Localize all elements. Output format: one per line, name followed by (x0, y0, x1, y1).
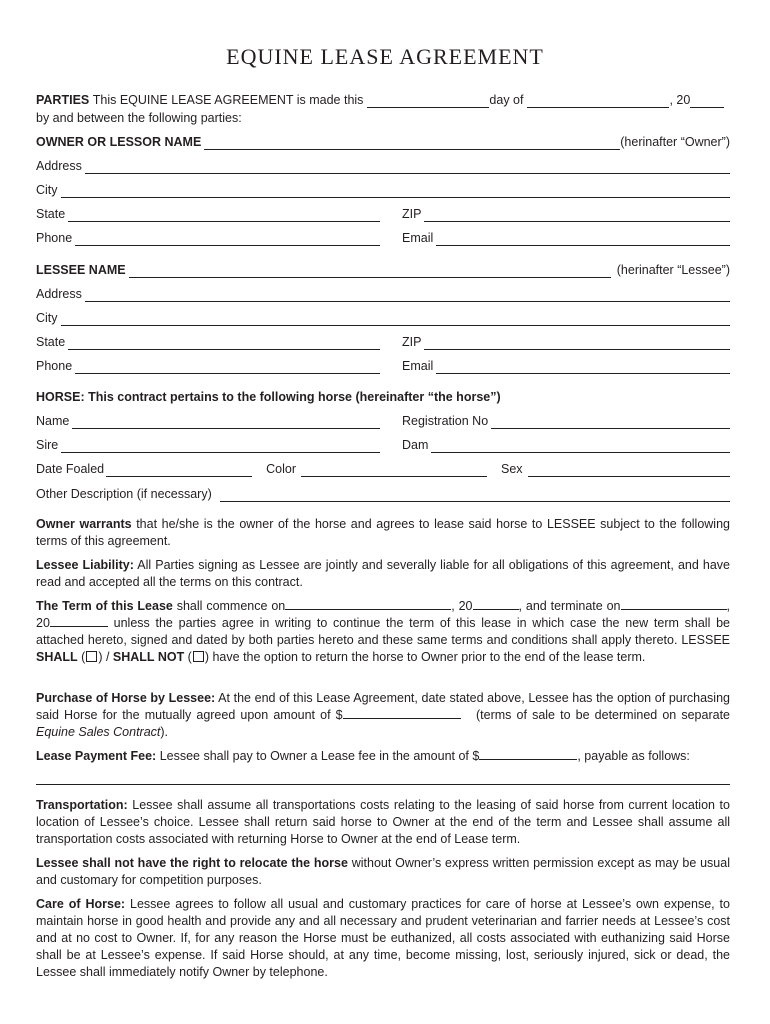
shall-not-label: SHALL NOT (112, 650, 185, 664)
lessee-email-label: Email (402, 359, 434, 373)
lessee-address-row (36, 286, 730, 302)
lease-fee-clause (36, 748, 730, 765)
owner-hereinafter: (herinafter “Owner”) (620, 135, 730, 149)
horse-sire-field[interactable] (61, 441, 380, 453)
lessee-name-label: LESSEE NAME (36, 263, 126, 277)
lease-term-text-3: , and terminate (518, 599, 603, 613)
horse-name-reg-row (36, 413, 730, 429)
lessee-hereinafter: (herinafter “Lessee”) (616, 263, 730, 277)
lessee-phone-email-row (36, 358, 730, 374)
horse-registration-label: Registration No (402, 414, 489, 428)
lessee-city-field[interactable] (61, 314, 730, 326)
owner-warrants-text: that he/she is the owner of the horse and agrees to lease said horse to LESSEE subject to the following terms of this agreement. (36, 517, 730, 548)
shall-checkbox[interactable] (86, 651, 97, 662)
purchase-text-2: (terms of sale to be determined on separate (476, 708, 731, 722)
purchase-text-3: ). (160, 725, 169, 739)
parties-text-4: by and between the following parties: (36, 111, 242, 125)
transportation-text: Lessee shall assume all transportations costs relating to the leasing of said horse from current location to location of Lessee’s choice. Lessee shall return said horse to Owner at the end of the term and Lessee shall assume all transportation costs associated with returning Horse to Owner at the end of Lease term. (36, 798, 730, 846)
owner-city-label: City (36, 183, 58, 197)
horse-color-field[interactable] (301, 465, 487, 477)
lessee-phone-label: Phone (36, 359, 73, 373)
purchase-text-1: At the end of this Lease Agreement, date stated above, Lessee has the option of purchasing said Horse for the mutually agreed upon amount of $ (36, 691, 730, 722)
owner-zip-field[interactable] (424, 210, 730, 222)
shall-label: SHALL (36, 650, 78, 664)
lessee-liability-clause (36, 557, 730, 591)
horse-sire-label: Sire (36, 438, 59, 452)
lease-term-text-2: , 20 (451, 599, 473, 613)
horse-other-row (36, 486, 730, 502)
parties-text-3: , 20 (669, 93, 691, 107)
owner-address-field[interactable] (85, 162, 730, 174)
relocate-label: Lessee shall not have the right to relocate the horse (36, 856, 348, 870)
lessee-state-field[interactable] (68, 338, 380, 350)
care-of-horse-clause (36, 896, 730, 981)
relocate-clause (36, 855, 730, 889)
lease-end-year-field[interactable] (50, 615, 108, 627)
parties-text-2: day of (489, 93, 524, 107)
parties-year-field[interactable] (690, 96, 724, 108)
owner-city-row (36, 182, 730, 198)
lessee-name-field[interactable] (129, 266, 611, 278)
lease-fee-label: Lease Payment Fee: (36, 749, 157, 763)
owner-name-field[interactable] (204, 138, 620, 150)
owner-state-zip-row (36, 206, 730, 222)
lease-term-text-1: shall commence on (176, 599, 286, 613)
owner-name-label: OWNER OR LESSOR NAME (36, 135, 202, 149)
parties-day-field[interactable] (367, 96, 489, 108)
lessee-liability-label: Lessee Liability: (36, 558, 134, 572)
owner-name-row (36, 134, 730, 150)
lease-term-text-4: on (606, 599, 621, 613)
payment-terms-field[interactable] (36, 784, 730, 785)
parties-text-1: This EQUINE LEASE AGREEMENT is made this (92, 93, 364, 107)
horse-sex-label: Sex (500, 462, 523, 476)
care-of-horse-label: Care of Horse: (36, 897, 126, 911)
owner-state-field[interactable] (68, 210, 380, 222)
owner-email-field[interactable] (436, 234, 730, 246)
horse-dam-field[interactable] (431, 441, 730, 453)
lessee-email-field[interactable] (436, 362, 730, 374)
transportation-clause (36, 797, 730, 848)
horse-other-field[interactable] (220, 490, 730, 502)
lease-start-date-field[interactable] (285, 598, 451, 610)
transportation-label: Transportation: (36, 798, 128, 812)
lease-term-text-5: , 20 (36, 599, 730, 630)
horse-foaled-color-sex-row (36, 461, 730, 477)
lease-fee-text-1: Lessee shall pay to Owner a Lease fee in the amount of $ (159, 749, 480, 763)
owner-city-field[interactable] (61, 186, 730, 198)
horse-dam-label: Dam (402, 438, 429, 452)
lessee-address-field[interactable] (85, 290, 730, 302)
lessee-zip-label: ZIP (402, 335, 422, 349)
horse-sire-dam-row (36, 437, 730, 453)
horse-registration-field[interactable] (491, 417, 730, 429)
owner-address-label: Address (36, 159, 82, 173)
horse-heading: HORSE: This contract pertains to the following horse (hereinafter “the horse”) (36, 390, 501, 404)
lease-term-label: The Term of this Lease (36, 599, 173, 613)
purchase-label: Purchase of Horse by Lessee: (36, 691, 216, 705)
purchase-amount-field[interactable] (343, 707, 461, 719)
horse-name-field[interactable] (72, 417, 380, 429)
owner-warrants-clause (36, 516, 730, 550)
owner-warrants-label: Owner warrants (36, 517, 132, 531)
owner-phone-field[interactable] (75, 234, 380, 246)
lessee-state-zip-row (36, 334, 730, 350)
owner-address-row (36, 158, 730, 174)
lessee-address-label: Address (36, 287, 82, 301)
lessee-city-label: City (36, 311, 58, 325)
shall-not-checkbox[interactable] (193, 651, 204, 662)
lessee-state-label: State (36, 335, 66, 349)
sales-contract-text: Equine Sales Contract (36, 725, 161, 739)
horse-color-label: Color (266, 462, 296, 476)
owner-zip-label: ZIP (402, 207, 422, 221)
parties-row-2 (36, 110, 730, 126)
owner-email-label: Email (402, 231, 434, 245)
relocate-text: without Owner’s express written permission except as may be usual and customary for competition purposes. (36, 856, 730, 887)
horse-sex-field[interactable] (528, 465, 730, 477)
owner-state-label: State (36, 207, 66, 221)
lessee-liability-text: All Parties signing as Lessee are jointly and severally liable for all obligations of this agreement, and have read and accepted all the terms on this contract. (36, 558, 730, 589)
lease-fee-text-2: , payable as follows: (577, 749, 690, 763)
lessee-name-row (36, 262, 730, 278)
lease-fee-amount-field[interactable] (479, 748, 577, 760)
lessee-city-row (36, 310, 730, 326)
horse-date-foaled-field[interactable] (106, 465, 252, 477)
lease-term-text-6: unless the parties agree in writing to continue the term of this lease in which case the new term shall be attached hereto, signed and dated by both parties hereto and these same terms and conditions shall apply thereto. LESSEE (36, 616, 730, 647)
owner-phone-email-row (36, 230, 730, 246)
lease-term-clause: The Term of this Lease shall commence on , 20 , and terminate on , 20 unless the parties agree in writing to continue the term of this lease in which case the new term shall be attached hereto, signed and dated by both parties hereto and these same terms and conditions shall apply thereto. LESSEE SHALL ( ) / SHALL NOT ( ) have the option to return the horse to Owner prior to the end of the lease term. (36, 599, 730, 664)
owner-phone-label: Phone (36, 231, 73, 245)
horse-name-label: Name (36, 414, 70, 428)
lease-start-year-field[interactable] (473, 598, 519, 610)
lease-end-date-field[interactable] (621, 598, 727, 610)
parties-row (36, 92, 730, 108)
lessee-zip-field[interactable] (424, 338, 730, 350)
lessee-phone-field[interactable] (75, 362, 380, 374)
purchase-clause (36, 690, 730, 741)
document-title: EQUINE LEASE AGREEMENT (226, 44, 544, 69)
parties-label: PARTIES (36, 93, 90, 107)
horse-other-label: Other Description (if necessary) (36, 487, 212, 501)
parties-month-field[interactable] (527, 96, 669, 108)
horse-date-foaled-label: Date Foaled (36, 462, 105, 476)
care-of-horse-text: Lessee agrees to follow all usual and customary practices for care of horse at Lessee’s own expense, to maintain horse in good health and provide any and all necessary and prudent veterinarian and farrier needs at Lessee’s cost and at no cost to Owner. If, for any reason the Horse must be euthanized, all costs associated with euthanizing said Horse shall be at Lessee’s expense. If said Horse should, at any time, become missing, lost, seriously injured, sick or dead, the Lessee shall immediately notify Owner by telephone. (36, 897, 730, 979)
lease-term-text-7: have the option to return the horse to Owner prior to the end of the lease term. (212, 650, 646, 664)
